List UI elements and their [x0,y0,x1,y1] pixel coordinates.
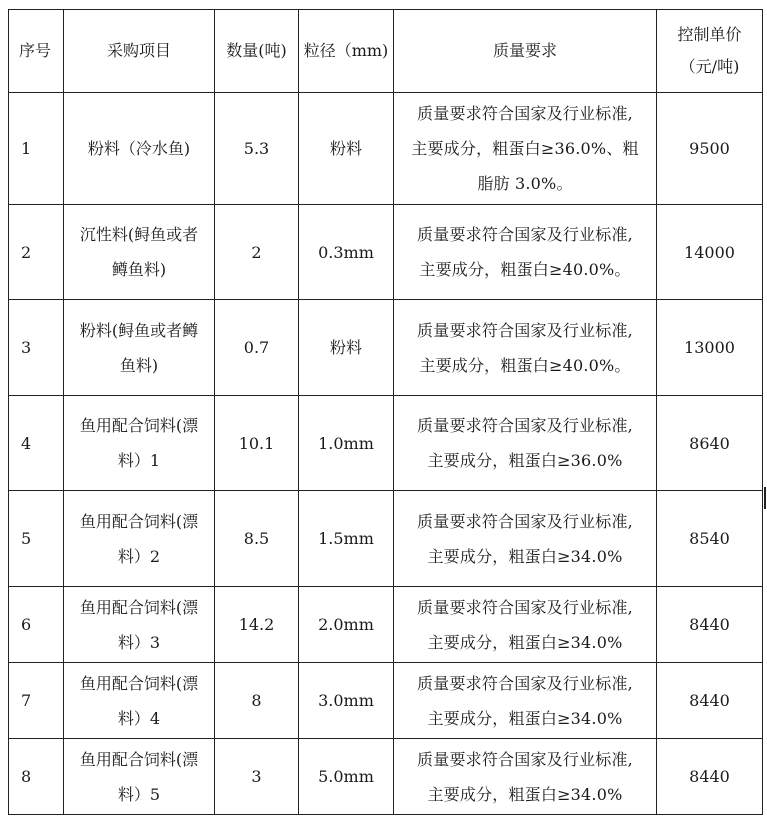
header-row [9,10,763,93]
cell-no: 1 [9,93,64,205]
table-row [9,300,763,396]
cell-item: 粉料（冷水鱼) [64,93,215,205]
item-line: 粉料(鲟鱼或者鳟 [79,320,199,340]
cell-no: 6 [9,587,64,663]
cell-price: 8440 [657,587,763,663]
quality-line: 主要成分，粗蛋白≥34.0% [427,632,623,652]
cell-no: 5 [9,491,64,587]
cell-item [64,587,215,663]
header-item: 采购项目 [64,10,215,93]
cell-quality [394,663,657,739]
quality-line: 脂肪 3.0%。 [477,174,573,193]
table-row [9,739,763,815]
cell-size: 粉料 [299,93,394,205]
cell-price: 8440 [657,663,763,739]
quality-line: 主要成分，粗蛋白≥34.0% [427,708,623,728]
cell-size: 3.0mm [299,663,394,739]
cell-quality [394,396,657,491]
header-no: 序号 [9,10,64,93]
cell-quality [394,205,657,300]
cell-size: 1.0mm [299,396,394,491]
item-line: 料）4 [117,708,161,728]
cell-no: 4 [9,396,64,491]
table-row [9,205,763,300]
cell-item [64,205,215,300]
cell-price: 13000 [657,300,763,396]
item-line: 鱼用配合饲料(漂 [79,416,199,435]
item-line: 鱼料) [119,355,159,375]
item-line: 鱼用配合饲料(漂 [79,597,199,617]
cell-price: 8440 [657,739,763,815]
cell-qty: 10.1 [215,396,299,491]
table-row [9,396,763,491]
quality-line: 主要成分，粗蛋白≥40.0%。 [419,355,631,375]
quality-line: 质量要求符合国家及行业标准, [417,597,633,617]
quality-line: 质量要求符合国家及行业标准, [417,104,633,123]
table-row [9,491,763,587]
cell-qty: 14.2 [215,587,299,663]
cell-size: 5.0mm [299,739,394,815]
cell-quality [394,739,657,815]
quality-line: 主要成分，粗蛋白≥34.0% [427,784,623,804]
quality-line: 质量要求符合国家及行业标准, [417,673,633,693]
quality-line: 主要成分，粗蛋白≥34.0% [427,546,623,566]
header-quality: 质量要求 [394,10,657,93]
quality-line: 质量要求符合国家及行业标准, [417,511,633,531]
cell-quality [394,93,657,205]
table-row [9,587,763,663]
item-line: 鱼用配合饲料(漂 [79,511,199,531]
header-price-line1: 控制单价 [677,25,742,44]
cell-qty: 2 [215,205,299,300]
item-line: 鱼用配合饲料(漂 [79,673,199,693]
cell-no: 3 [9,300,64,396]
cell-no: 8 [9,739,64,815]
header-price [657,10,763,93]
cell-price: 8640 [657,396,763,491]
item-line: 鱼用配合饲料(漂 [79,749,199,769]
cell-size: 0.3mm [299,205,394,300]
cell-quality [394,300,657,396]
cell-size: 粉料 [299,300,394,396]
table-row [9,663,763,739]
cell-item [64,663,215,739]
cell-quality [394,491,657,587]
header-qty: 数量(吨) [215,10,299,93]
cell-no: 7 [9,663,64,739]
quality-line: 质量要求符合国家及行业标准, [417,749,633,769]
quality-line: 主要成分，粗蛋白≥36.0%、粗 [411,139,639,158]
cell-qty: 0.7 [215,300,299,396]
item-line: 料）3 [117,632,161,652]
cell-size: 2.0mm [299,587,394,663]
cell-item [64,739,215,815]
procurement-table [8,9,763,815]
cell-item [64,300,215,396]
item-line: 鳟鱼料) [111,260,167,279]
quality-line: 质量要求符合国家及行业标准, [417,320,633,340]
item-line: 料）1 [117,451,161,470]
item-line: 料）5 [117,784,161,804]
table-row [9,93,763,205]
quality-line: 质量要求符合国家及行业标准, [417,225,633,244]
cell-item [64,396,215,491]
quality-line: 主要成分，粗蛋白≥40.0%。 [419,260,631,279]
header-size: 粒径（mm) [299,10,394,93]
cell-price: 14000 [657,205,763,300]
cell-size: 1.5mm [299,491,394,587]
cell-qty: 8 [215,663,299,739]
cell-quality [394,587,657,663]
cell-price: 9500 [657,93,763,205]
cell-qty: 8.5 [215,491,299,587]
cell-qty: 5.3 [215,93,299,205]
header-price-line2: （元/吨) [679,57,740,76]
edge-cursor-mark [764,487,766,509]
quality-line: 质量要求符合国家及行业标准, [417,416,633,435]
cell-no: 2 [9,205,64,300]
cell-qty: 3 [215,739,299,815]
cell-price: 8540 [657,491,763,587]
item-line: 料）2 [117,546,161,566]
cell-item [64,491,215,587]
quality-line: 主要成分，粗蛋白≥36.0% [427,451,623,470]
item-line: 沉性料(鲟鱼或者 [79,225,199,244]
